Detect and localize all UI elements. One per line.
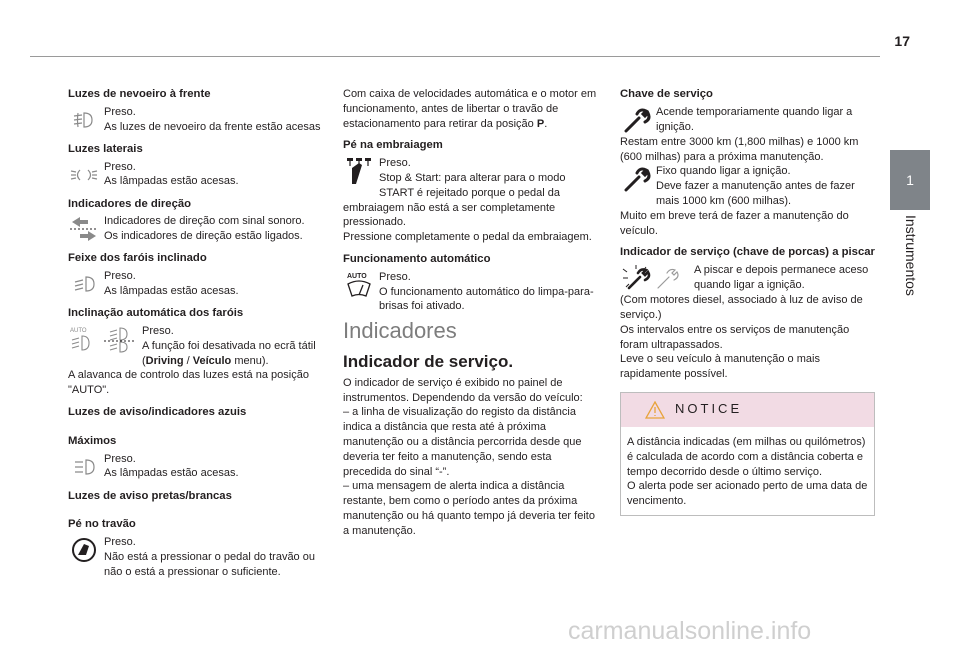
foot-brake-line1: Preso. [104, 536, 136, 549]
wrench-fixed-icon [620, 164, 652, 194]
auto-leveling-block [68, 306, 326, 398]
service-indicator-title: Indicador de serviço. [343, 351, 514, 371]
flashing-wrench-icon [620, 263, 690, 293]
service-p2: – a linha de visualização do registo da distância indica a distância que resta até à próxima manutenção ou a distância percorrida desde que deveria ter feito a manutenção, sendo esta precedida do sinal “-”. [343, 406, 582, 478]
column-2 [343, 87, 601, 539]
side-lights-block [68, 142, 326, 190]
bw-lights-title: Luzes de aviso pretas/brancas [68, 489, 232, 502]
clutch-title: Pé na embraiagem [343, 139, 443, 152]
section-title: Indicadores [343, 318, 457, 344]
indicators-block [68, 197, 326, 245]
side-lights-line1: Preso. [104, 160, 136, 173]
svg-text:AUTO: AUTO [347, 272, 367, 280]
auto-wiper-icon [343, 270, 375, 300]
column-1 [68, 87, 326, 587]
foot-brake-block [68, 517, 326, 579]
front-fog-title: Luzes de nevoeiro à frente [68, 88, 211, 100]
front-fog-block [68, 87, 326, 135]
clutch-line2: Stop & Start: para alterar para o modo START é rejeitado porque o pedal da embraiagem não está a ser completamente pressionado. [343, 171, 566, 229]
service-key-line1: Acende temporariamente quando ligar a ignição. [656, 105, 853, 133]
blue-lights-block [68, 405, 326, 420]
service-p1: O indicador de serviço é exibido no painel de instrumentos. Dependendo da versão do veículo: [343, 376, 583, 404]
notice-label: NOTICE [675, 400, 743, 416]
warning-triangle-icon [645, 401, 665, 419]
flashing-key-line2: (Com motores diesel, associado à luz de aviso de serviço.) [620, 294, 863, 321]
main-beam-line2: As lâmpadas estão acesas. [104, 467, 239, 480]
front-fog-line2: As luzes de nevoeiro da frente estão acesas [104, 120, 321, 133]
auto-wipe-line2: O funcionamento automático do limpa-para-brisas foi ativado. [379, 285, 594, 313]
main-beam-line1: Preso. [104, 452, 136, 465]
side-lights-line2: As lâmpadas estão acesas. [104, 175, 239, 188]
clutch-line3: Pressione completamente o pedal da embraiagem. [343, 231, 592, 244]
chapter-tab[interactable]: 1 [890, 150, 930, 210]
flashing-key-line3: Os intervalos entre os serviços de manutenção foram ultrapassados. [620, 323, 850, 351]
auto-leveling-text-a: A função foi desativada no ecrã tátil ( [142, 339, 316, 367]
foot-brake-line2: Não está a pressionar o pedal do travão ou não o está a pressionar o suficiente. [104, 550, 315, 578]
flashing-key-block [620, 245, 875, 382]
service-key-line3: Fixo quando ligar a ignição. [656, 165, 791, 178]
flashing-key-line1: A piscar e depois permanece aceso quando ligar a ignição. [694, 264, 869, 291]
auto-headlamp-icon [68, 324, 138, 354]
flashing-key-line4: Leve o seu veículo à manutenção o mais rapidamente possível. [620, 353, 820, 381]
dipped-beam-line2: As lâmpadas estão acesas. [104, 284, 239, 297]
chapter-title-text: Instrumentos [903, 215, 919, 296]
intro-text-a: Com caixa de velocidades automática e o motor em funcionamento, antes de libertar o travão de estacionamento para retirar da posição [343, 88, 597, 130]
watermark: carmanualsonline.info [568, 617, 812, 645]
dipped-beam-block [68, 251, 326, 299]
service-key-line2: Restam entre 3000 km (1,800 milhas) e 1000 km (600 milhas) para a próxima manutenção. [620, 135, 859, 163]
foot-on-brake-icon [68, 535, 100, 565]
dipped-beam-title: Feixe dos faróis inclinado [68, 252, 207, 265]
page-number: 17 [894, 33, 910, 49]
chapter-title [890, 215, 930, 325]
notice-p1: A distância indicadas (em milhas ou quilómetros) é calculada de acordo com a distância coberta e tempo decorrido desde o último serviço. [627, 435, 866, 478]
auto-leveling-title: Inclinação automática dos faróis [68, 307, 244, 320]
service-key-line5: Muito em breve terá de fazer a manutenção do veículo. [620, 209, 849, 237]
auto-leveling-sep: / [183, 354, 193, 367]
svg-text:AUTO: AUTO [70, 327, 87, 334]
notice-header [621, 393, 874, 427]
auto-wipe-line1: Preso. [379, 270, 411, 283]
intro-text-c: . [544, 117, 548, 130]
auto-gearbox-intro [343, 87, 601, 131]
clutch-line1: Preso. [379, 157, 411, 170]
header-rule [30, 56, 880, 57]
notice-body [621, 427, 874, 515]
auto-leveling-vehicle: Veículo [192, 354, 232, 367]
main-beam-block [68, 434, 326, 482]
column-3 [620, 87, 875, 516]
notice-box [620, 392, 875, 516]
auto-wipe-title: Funcionamento automático [343, 252, 491, 265]
main-beam-title: Máximos [68, 434, 117, 447]
auto-leveling-line1: Preso. [142, 324, 174, 337]
auto-leveling-line3: A alavanca de controlo das luzes está na posição "AUTO". [68, 369, 309, 397]
front-fog-line1: Preso. [104, 105, 136, 118]
foot-brake-title: Pé no travão [68, 518, 136, 531]
dipped-beam-icon [68, 269, 100, 299]
auto-leveling-text-e: menu). [231, 354, 269, 367]
auto-leveling-driving: Driving [145, 354, 184, 367]
intro-text [343, 87, 601, 131]
service-key-line4: Deve fazer a manutenção antes de fazer mais 1000 km (600 milhas). [656, 180, 855, 207]
service-key-title: Chave de serviço [620, 88, 713, 100]
service-p3: – uma mensagem de alerta indica a distância restante, bem como o período antes da próxima manutenção ou há quanto tempo já deveria ter feito a manutenção. [343, 480, 595, 537]
side-lights-icon [68, 160, 100, 190]
bw-lights-block [68, 489, 326, 504]
clutch-block [343, 138, 601, 245]
intro-park: P [536, 117, 545, 130]
front-fog-icon [68, 105, 100, 135]
indicators-line1: Indicadores de direção com sinal sonoro. [104, 215, 305, 228]
wrench-icon [620, 105, 652, 135]
notice-p2: O alerta pode ser acionado perto de uma data de vencimento. [627, 480, 868, 508]
flashing-key-title: Indicador de serviço (chave de porcas) a piscar [620, 246, 875, 259]
main-beam-icon [68, 452, 100, 482]
direction-arrows-icon [68, 214, 100, 244]
service-key-block [620, 87, 875, 238]
indicators-line2: Os indicadores de direção estão ligados. [104, 230, 303, 243]
side-lights-title: Luzes laterais [68, 142, 143, 155]
clutch-pedal-icon [343, 156, 375, 186]
auto-wipe-block [343, 252, 601, 314]
indicators-title: Indicadores de direção [68, 197, 192, 210]
blue-lights-title: Luzes de aviso/indicadores azuis [68, 405, 247, 418]
dipped-beam-line1: Preso. [104, 270, 136, 283]
